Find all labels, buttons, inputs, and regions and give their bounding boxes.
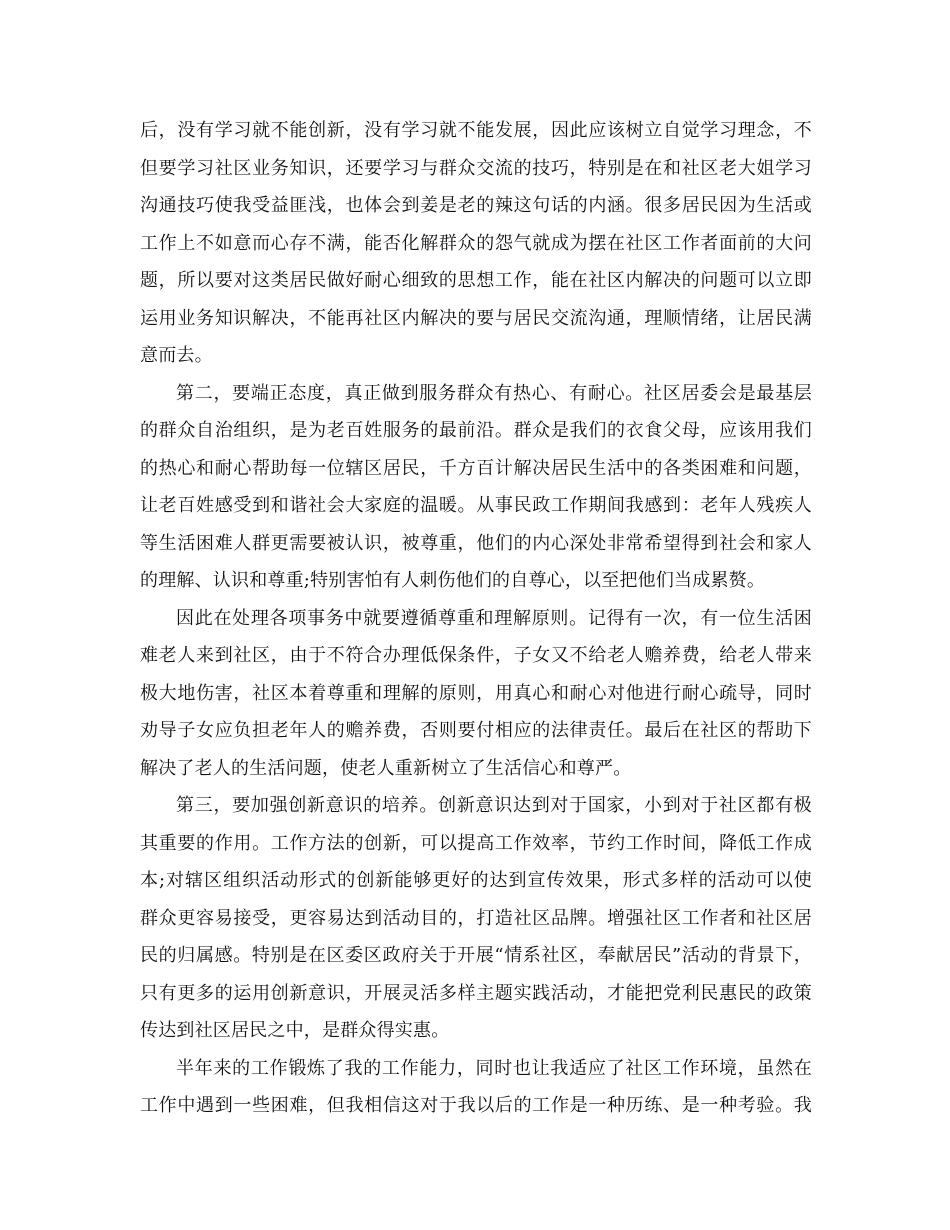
text-line: 本;对辖区组织活动形式的创新能够更好的达到宣传效果，形式多样的活动可以使 <box>140 870 812 891</box>
text-line: 沟通技巧使我受益匪浅，也体会到姜是老的辣这句话的内涵。很多居民因为生活或 <box>140 195 812 216</box>
text-line: 其重要的作用。工作方法的创新，可以提高工作效率，节约工作时间，降低工作成 <box>140 832 812 854</box>
paragraph <box>140 112 812 375</box>
paragraph <box>140 1050 812 1125</box>
paragraph <box>140 375 812 600</box>
paragraph <box>140 787 812 1050</box>
text-line: 群众更容易接受，更容易达到活动目的，打造社区品牌。增强社区工作者和社区居 <box>140 907 812 929</box>
text-line: 题，所以要对这类居民做好耐心细致的思想工作，能在社区内解决的问题可以立即 <box>140 270 812 291</box>
text-line: 后，没有学习就不能创新，没有学习就不能发展，因此应该树立自觉学习理念，不 <box>140 120 812 141</box>
text-line: 只有更多的运用创新意识，开展灵活多样主题实践活动，才能把党利民惠民的政策 <box>140 982 812 1004</box>
document-page <box>140 112 812 1125</box>
text-line: 解决了老人的生活问题，使老人重新树立了生活信心和尊严。 <box>140 757 632 779</box>
text-line: 的热心和耐心帮助每一位辖区居民，千方百计解决居民生活中的各类困难和问题， <box>140 457 812 479</box>
text-line: 劝导子女应负担老年人的赡养费，否则要付相应的法律责任。最后在社区的帮助下 <box>140 720 812 741</box>
text-line: 极大地伤害，社区本着尊重和理解的原则，用真心和耐心对他进行耐心疏导，同时 <box>140 682 812 704</box>
text-line: 半年来的工作锻炼了我的工作能力，同时也让我适应了社区工作环境，虽然在 <box>176 1057 812 1079</box>
text-line: 因此在处理各项事务中就要遵循尊重和理解原则。记得有一次，有一位生活困 <box>176 607 812 629</box>
text-line: 运用业务知识解决，不能再社区内解决的要与居民交流沟通，理顺情绪，让居民满 <box>140 307 812 329</box>
text-line: 但要学习社区业务知识，还要学习与群众交流的技巧，特别是在和社区老大姐学习 <box>140 157 812 179</box>
text-line: 工作中遇到一些困难，但我相信这对于我以后的工作是一种历练、是一种考验。我 <box>140 1095 812 1116</box>
text-line: 民的归属感。特别是在区委区政府关于开展“情系社区，奉献居民”活动的背景下， <box>140 945 812 966</box>
text-line: 工作上不如意而心存不满，能否化解群众的怨气就成为摆在社区工作者面前的大问 <box>140 232 812 254</box>
paragraph <box>140 600 812 788</box>
text-line: 意而去。 <box>140 345 213 366</box>
text-line: 第三，要加强创新意识的培养。创新意识达到对于国家，小到对于社区都有极 <box>176 795 812 816</box>
text-line: 第二，要端正态度，真正做到服务群众有热心、有耐心。社区居委会是最基层 <box>176 382 812 404</box>
text-line: 传达到社区居民之中，是群众得实惠。 <box>140 1020 450 1041</box>
text-line: 让老百姓感受到和谐社会大家庭的温暖。从事民政工作期间我感到：老年人残疾人 <box>140 495 812 516</box>
text-line: 等生活困难人群更需要被认识，被尊重，他们的内心深处非常希望得到社会和家人 <box>140 532 812 554</box>
text-line: 难老人来到社区，由于不符合办理低保条件，子女又不给老人赡养费，给老人带来 <box>140 645 812 666</box>
text-line: 的理解、认识和尊重;特别害怕有人刺伤他们的自尊心，以至把他们当成累赘。 <box>140 570 766 591</box>
text-line: 的群众自治组织，是为老百姓服务的最前沿。群众是我们的衣食父母，应该用我们 <box>140 420 812 441</box>
